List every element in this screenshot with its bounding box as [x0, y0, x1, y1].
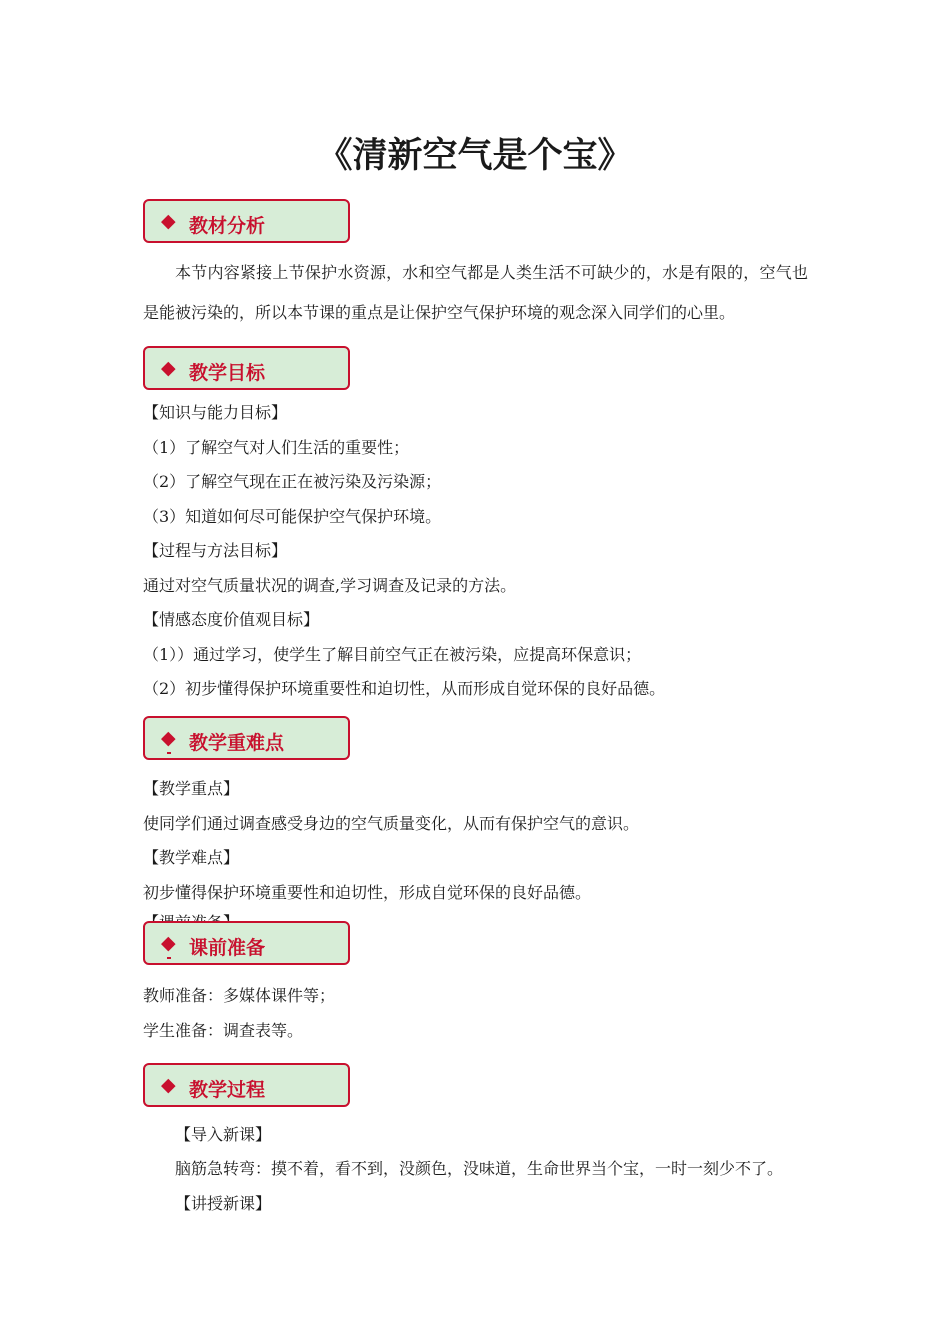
list-item: （1）了解空气对人们生活的重要性；: [143, 438, 410, 457]
teach-title: 【讲授新课】: [175, 1194, 272, 1213]
section-heading: 课前准备: [189, 937, 266, 959]
section-heading: 教学重难点: [189, 732, 285, 754]
difficult-point-title: 【教学难点】: [143, 848, 240, 867]
diamond-bullet-icon: ◆: [161, 932, 176, 954]
section-header-analysis: [143, 199, 350, 243]
difficult-point-text: 初步懂得保护环境重要性和迫切性，形成自觉环保的良好品德。: [143, 883, 592, 902]
section-heading: 教学过程: [189, 1079, 266, 1101]
process-goal-text: 通过对空气质量状况的调查,学习调查及记录的方法。: [143, 576, 517, 595]
document-title: 《清新空气是个宝》: [317, 136, 633, 176]
diamond-bullet-icon: ◆: [161, 210, 176, 232]
diamond-bullet-icon: ◆: [161, 357, 176, 379]
section-header-keypoints: [143, 716, 350, 760]
section-header-process: [143, 1063, 350, 1107]
list-item: （1））通过学习，使学生了解目前空气正在被污染，应提高环保意识；: [143, 645, 642, 664]
student-preparation: 学生准备：调查表等。: [143, 1021, 304, 1040]
intro-title: 【导入新课】: [175, 1125, 272, 1144]
analysis-paragraph: 本节内容紧接上节保护水资源，水和空气都是人类生活不可缺少的，水是有限的，空气也是能被污染的，所以本节课的重点是让保护空气保护环境的观念深入同学们的心里。: [143, 263, 808, 322]
process-goal-title: 【过程与方法目标】: [143, 541, 288, 560]
anchor-mark-icon: [167, 957, 171, 959]
list-item: （2）初步懂得保护环境重要性和迫切性，从而形成自觉环保的良好品德。: [143, 679, 666, 698]
knowledge-goal-title: 【知识与能力目标】: [143, 403, 288, 422]
section-heading: 教学目标: [189, 362, 266, 384]
teacher-preparation: 教师准备：多媒体课件等；: [143, 986, 336, 1005]
section-heading: 教材分析: [189, 215, 266, 237]
diamond-bullet-icon: ◆: [161, 727, 176, 749]
overlapped-text-fragment: [143, 913, 239, 921]
section-header-preparation: [143, 921, 350, 965]
list-item: （2）了解空气现在正在被污染及污染源；: [143, 472, 442, 491]
diamond-bullet-icon: ◆: [161, 1074, 176, 1096]
section-header-goals: [143, 346, 350, 390]
key-point-text: 使同学们通过调查感受身边的空气质量变化，从而有保护空气的意识。: [143, 814, 640, 833]
emotion-goal-title: 【情感态度价值观目标】: [143, 610, 320, 629]
key-point-title: 【教学重点】: [143, 779, 240, 798]
anchor-mark-icon: [167, 752, 171, 754]
list-item: （3）知道如何尽可能保护空气保护环境。: [143, 507, 442, 526]
intro-text: 脑筋急转弯：摸不着，看不到，没颜色，没味道，生命世界当个宝，一时一刻少不了。: [175, 1159, 784, 1178]
